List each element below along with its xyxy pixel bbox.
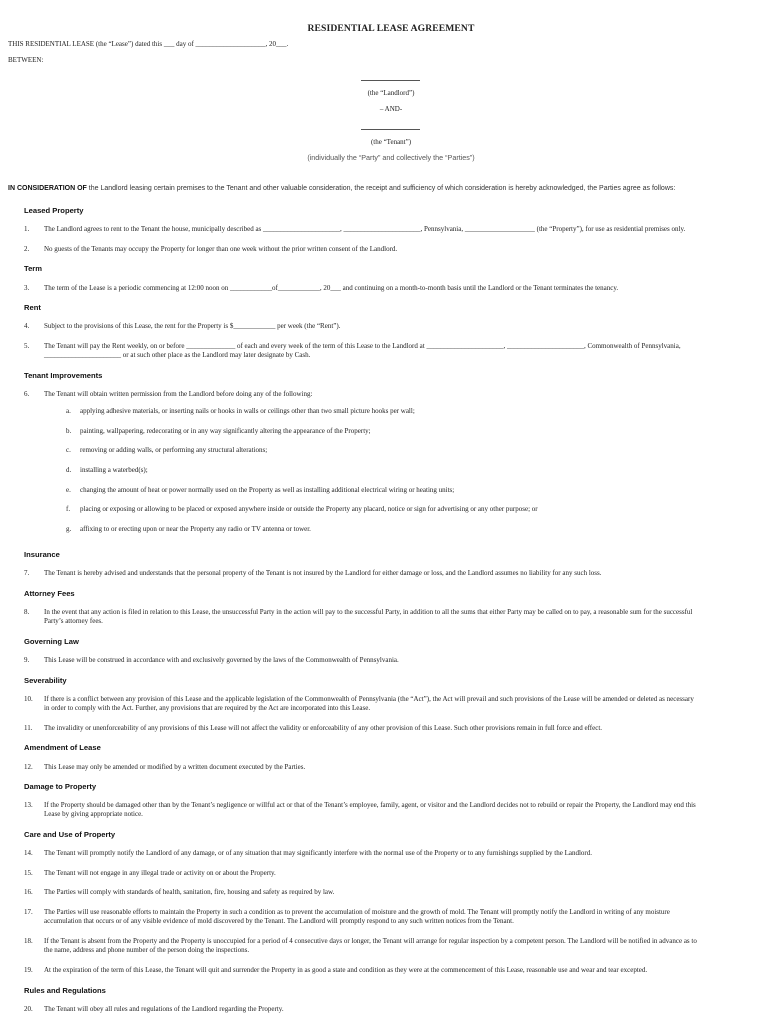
clause-number: 11. [24,724,33,732]
landlord-label: (the “Landlord”) [367,89,415,97]
heading-care: Care and Use of Property [24,830,116,839]
clause-text: At the expiration of the term of this Lease, the Tenant will quit and surrender the Property in as good a state and condition as they were at the commencement of this Lease, reasonable use and wear and tear excepted. [44,966,648,974]
subitem-text: affixing to or erecting upon or near the Property any radio or TV antenna or tower. [80,525,311,533]
clause-text: If the Tenant is absent from the Property and the Property is unoccupied for a period of 4 consecutive days or longer, the Tenant will arrange for regular inspection by a competent person. The Landlord will be notified in advance as to [44,937,697,945]
heading-tenant-improvements: Tenant Improvements [24,371,103,380]
clause-text-continued: the name, address and phone number of the person doing the inspections. [44,946,250,954]
tenant-label: (the “Tenant”) [370,138,412,146]
tenant-signature-line [361,129,420,130]
landlord-signature-line [361,80,420,81]
heading-rent: Rent [24,303,41,312]
document-title: RESIDENTIAL LEASE AGREEMENT [307,23,475,34]
subitem-text: applying adhesive materials, or inserting nails or hooks in walls or ceilings other than two small picture hooks per wall; [80,407,415,415]
clause-number: 13. [24,801,33,809]
subitem-letter: b. [66,427,72,435]
party-label: (individually the “Party” and collectively the “Parties”) [307,153,475,162]
clause-text: The Parties will comply with standards of health, sanitation, fire, housing and safety as required by law. [44,888,335,896]
clause-text: Subject to the provisions of this Lease, the rent for the Property is $____________ per week (the “Rent”). [44,322,341,330]
consideration-lead: IN CONSIDERATION OF [8,185,87,192]
clause-text: This Lease may only be amended or modified by a written document executed by the Parties. [44,763,306,771]
clause-text: The Landlord agrees to rent to the Tenant the house, municipally described as ______________________, ______________________, Pennsylvania, ____________________ (the “Property”), for use as residential premises only. [44,225,686,233]
clause-text: The Tenant will obey all rules and regulations of the Landlord regarding the Property. [44,1005,284,1013]
clause-text: No guests of the Tenants may occupy the Property for longer than one week without the prior written consent of the Landlord. [44,245,398,253]
clause-text: The Tenant is hereby advised and understands that the personal property of the Tenant is not insured by the Landlord for either damage or loss, and the Landlord assumes no liability for any such loss. [44,569,602,577]
clause-text: The invalidity or unenforceability of any provisions of this Lease will not affect the validity or enforceability of any other provision of this Lease. Such other provisions remain in full force and effect. [44,724,603,732]
subitem-text: placing or exposing or allowing to be placed or exposed anywhere inside or outside the Property any placard, notice or sign for advertising or any other purpose; or [80,505,538,513]
and-label: – AND- [379,105,403,113]
clause-text: The Tenant will promptly notify the Landlord of any damage, or of any situation that may significantly interfere with the normal use of the Property or to any furnishings supplied by the Landlord. [44,849,592,857]
subitem-letter: c. [66,446,71,454]
clause-number: 17. [24,908,33,916]
heading-governing-law: Governing Law [24,637,79,646]
clause-number: 10. [24,695,33,703]
clause-text: The Tenant will not engage in any illegal trade or activity on or about the Property. [44,869,276,877]
subitem-letter: a. [66,407,71,415]
clause-number: 20. [24,1005,33,1013]
heading-attorney-fees: Attorney Fees [24,589,75,598]
clause-number: 18. [24,937,33,945]
clause-number: 8. [24,608,30,616]
subitem-letter: f. [66,505,71,513]
subitem-letter: d. [66,466,72,474]
clause-number: 5. [24,342,30,350]
clause-number: 6. [24,390,30,398]
clause-text-continued: in order to comply with the Act. Further, any provisions that are required by the Act are incorporated into this Lease. [44,704,371,712]
clause-text: If there is a conflict between any provision of this Lease and the applicable legislation of the Commonwealth of Pennsylvania (the “Act”), the Act will prevail and such provisions of the Lease will be amended or deleted as necessary [44,695,694,703]
subitem-text: changing the amount of heat or power normally used on the Property as well as installing additional electrical wiring or heating units; [80,486,455,494]
heading-term: Term [24,264,43,273]
subitem-letter: e. [66,486,71,494]
consideration-text: the Landlord leasing certain premises to the Tenant and other valuable consideration, the receipt and sufficiency of which consideration is hereby acknowledged, the Parties agree as follows: [86,185,676,192]
clause-number: 4. [24,322,30,330]
clause-number: 1. [24,225,30,233]
subitem-text: painting, wallpapering, redecorating or in any way significantly altering the appearance of the Property; [80,427,371,435]
heading-damage: Damage to Property [24,782,97,791]
clause-text-continued: Lease by giving appropriate notice. [44,810,143,818]
clause-number: 9. [24,656,30,664]
consideration-paragraph [8,185,772,192]
heading-amendment: Amendment of Lease [24,743,101,752]
clause-text: The Tenant will obtain written permission from the Landlord before doing any of the following: [44,390,313,398]
clause-text-continued: Party’s attorney fees. [44,617,103,625]
clause-number: 19. [24,966,33,974]
clause-number: 3. [24,284,30,292]
clause-number: 12. [24,763,33,771]
clause-text-continued: ______________________ or at such other place as the Landlord may later designate by Cash. [44,351,311,359]
clause-text-continued: accumulation that occurs or of any visible evidence of mold discovered by the Tenant. The Landlord will promptly respond to any such written notices from the Tenant. [44,917,514,925]
clause-text: In the event that any action is filed in relation to this Lease, the unsuccessful Party in the action will pay to the successful Party, in addition to all the sums that either Party may be called on to pay, a reasonable sum for the successful [44,608,693,616]
subitem-text: installing a waterbed(s); [80,466,148,474]
heading-severability: Severability [24,676,67,685]
clause-text: The term of the Lease is a periodic commencing at 12:00 noon on ____________of____________, 20___ and continuing on a month-to-month basis until the Landlord or the Tenant terminates the tenancy. [44,284,619,292]
heading-leased-property: Leased Property [24,206,84,215]
clause-text: This Lease will be construed in accordance with and exclusively governed by the laws of the Commonwealth of Pennsylvania. [44,656,399,664]
clause-number: 7. [24,569,30,577]
clause-number: 15. [24,869,33,877]
heading-insurance: Insurance [24,550,60,559]
clause-number: 2. [24,245,30,253]
subitem-text: removing or adding walls, or performing any structural alterations; [80,446,268,454]
subitem-letter: g. [66,525,72,533]
preamble: THIS RESIDENTIAL LEASE (the “Lease”) dated this ___ day of ____________________, 20___. [8,40,289,48]
between-label: BETWEEN: [8,56,44,64]
heading-rules: Rules and Regulations [24,986,106,995]
clause-text: The Tenant will pay the Rent weekly, on or before ______________ of each and every week of the term of this Lease to the Landlord at ______________________, ______________________, Commonwealth of Pennsylvania, [44,342,681,350]
clause-text: The Parties will use reasonable efforts to maintain the Property in such a condition as to prevent the accumulation of moisture and the growth of mold. The Tenant will promptly notify the Landlord in writing of any moisture [44,908,670,916]
clause-text: If the Property should be damaged other than by the Tenant’s negligence or willful act or that of the Tenant’s employee, family, agent, or visitor and the Landlord decides not to rebuild or repair the Property, the Landlord may end this [44,801,696,809]
clause-number: 16. [24,888,33,896]
clause-number: 14. [24,849,33,857]
